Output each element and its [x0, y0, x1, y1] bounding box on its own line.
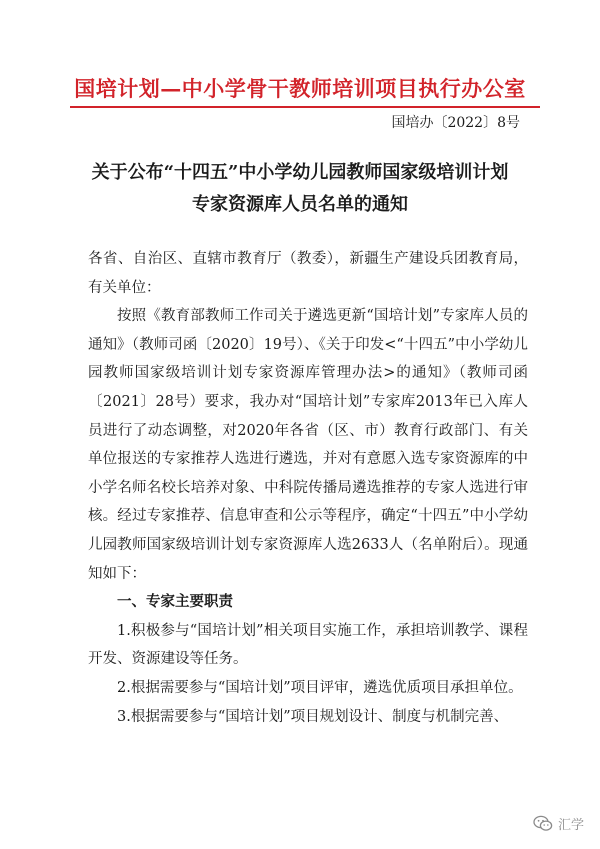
document-body [88, 245, 528, 731]
duty-item-2: 2.根据需要参与“国培计划”项目评审，遴选优质项目承担单位。 [117, 679, 523, 696]
document-title-line-1: 关于公布“十四五”中小学幼儿园教师国家级培训计划 [91, 162, 509, 183]
duty-item-3: 3.根据需要参与“国培计划”项目规划设计、制度与机制完善、 [117, 708, 509, 725]
wechat-icon [533, 815, 553, 832]
header-divider [70, 106, 540, 108]
duty-item-1: 1.积极参与“国培计划”相关项目实施工作，承担培训教学、课程开发、资源建设等任务。 [88, 622, 528, 668]
addressee: 各省、自治区、直辖市教育厅（教委），新疆生产建设兵团教育局，有关单位： [88, 251, 528, 296]
paragraph-intro: 按照《教育部教师工作司关于遴选更新“国培计划”专家库人员的通知》（教师司函〔2020〕19号）、《关于印发<“十四五”中小学幼儿园教师国家级培训计划专家资源库管理办法>的通知》（教师司函〔2021〕28号）要求，我办对“国培计划”专家库2013年已入库人员进行了动态调整，对2020年各省（区、市）教育行政部门、有关单位报送的专家推荐人选进行遴选，并对有意愿入选专家资源库的中小学名师名校长培养对象、中科院传播局遴选推荐的专家人选进行审核。经过专家推荐、信息审查和公示等程序，确定“十四五”中小学幼儿园教师国家级培训计划专家资源库人选2633人（名单附后）。现通知如下： [88, 308, 528, 582]
watermark [533, 814, 584, 833]
document-number: 国培办〔2022〕8号 [391, 115, 520, 131]
office-title: 国培计划—中小学骨干教师培训项目执行办公室 [74, 76, 526, 101]
watermark-text: 汇学 [557, 818, 584, 833]
section-heading-duties: 一、专家主要职责 [117, 593, 233, 611]
document-title-line-2: 专家资源库人员名单的通知 [192, 194, 408, 215]
